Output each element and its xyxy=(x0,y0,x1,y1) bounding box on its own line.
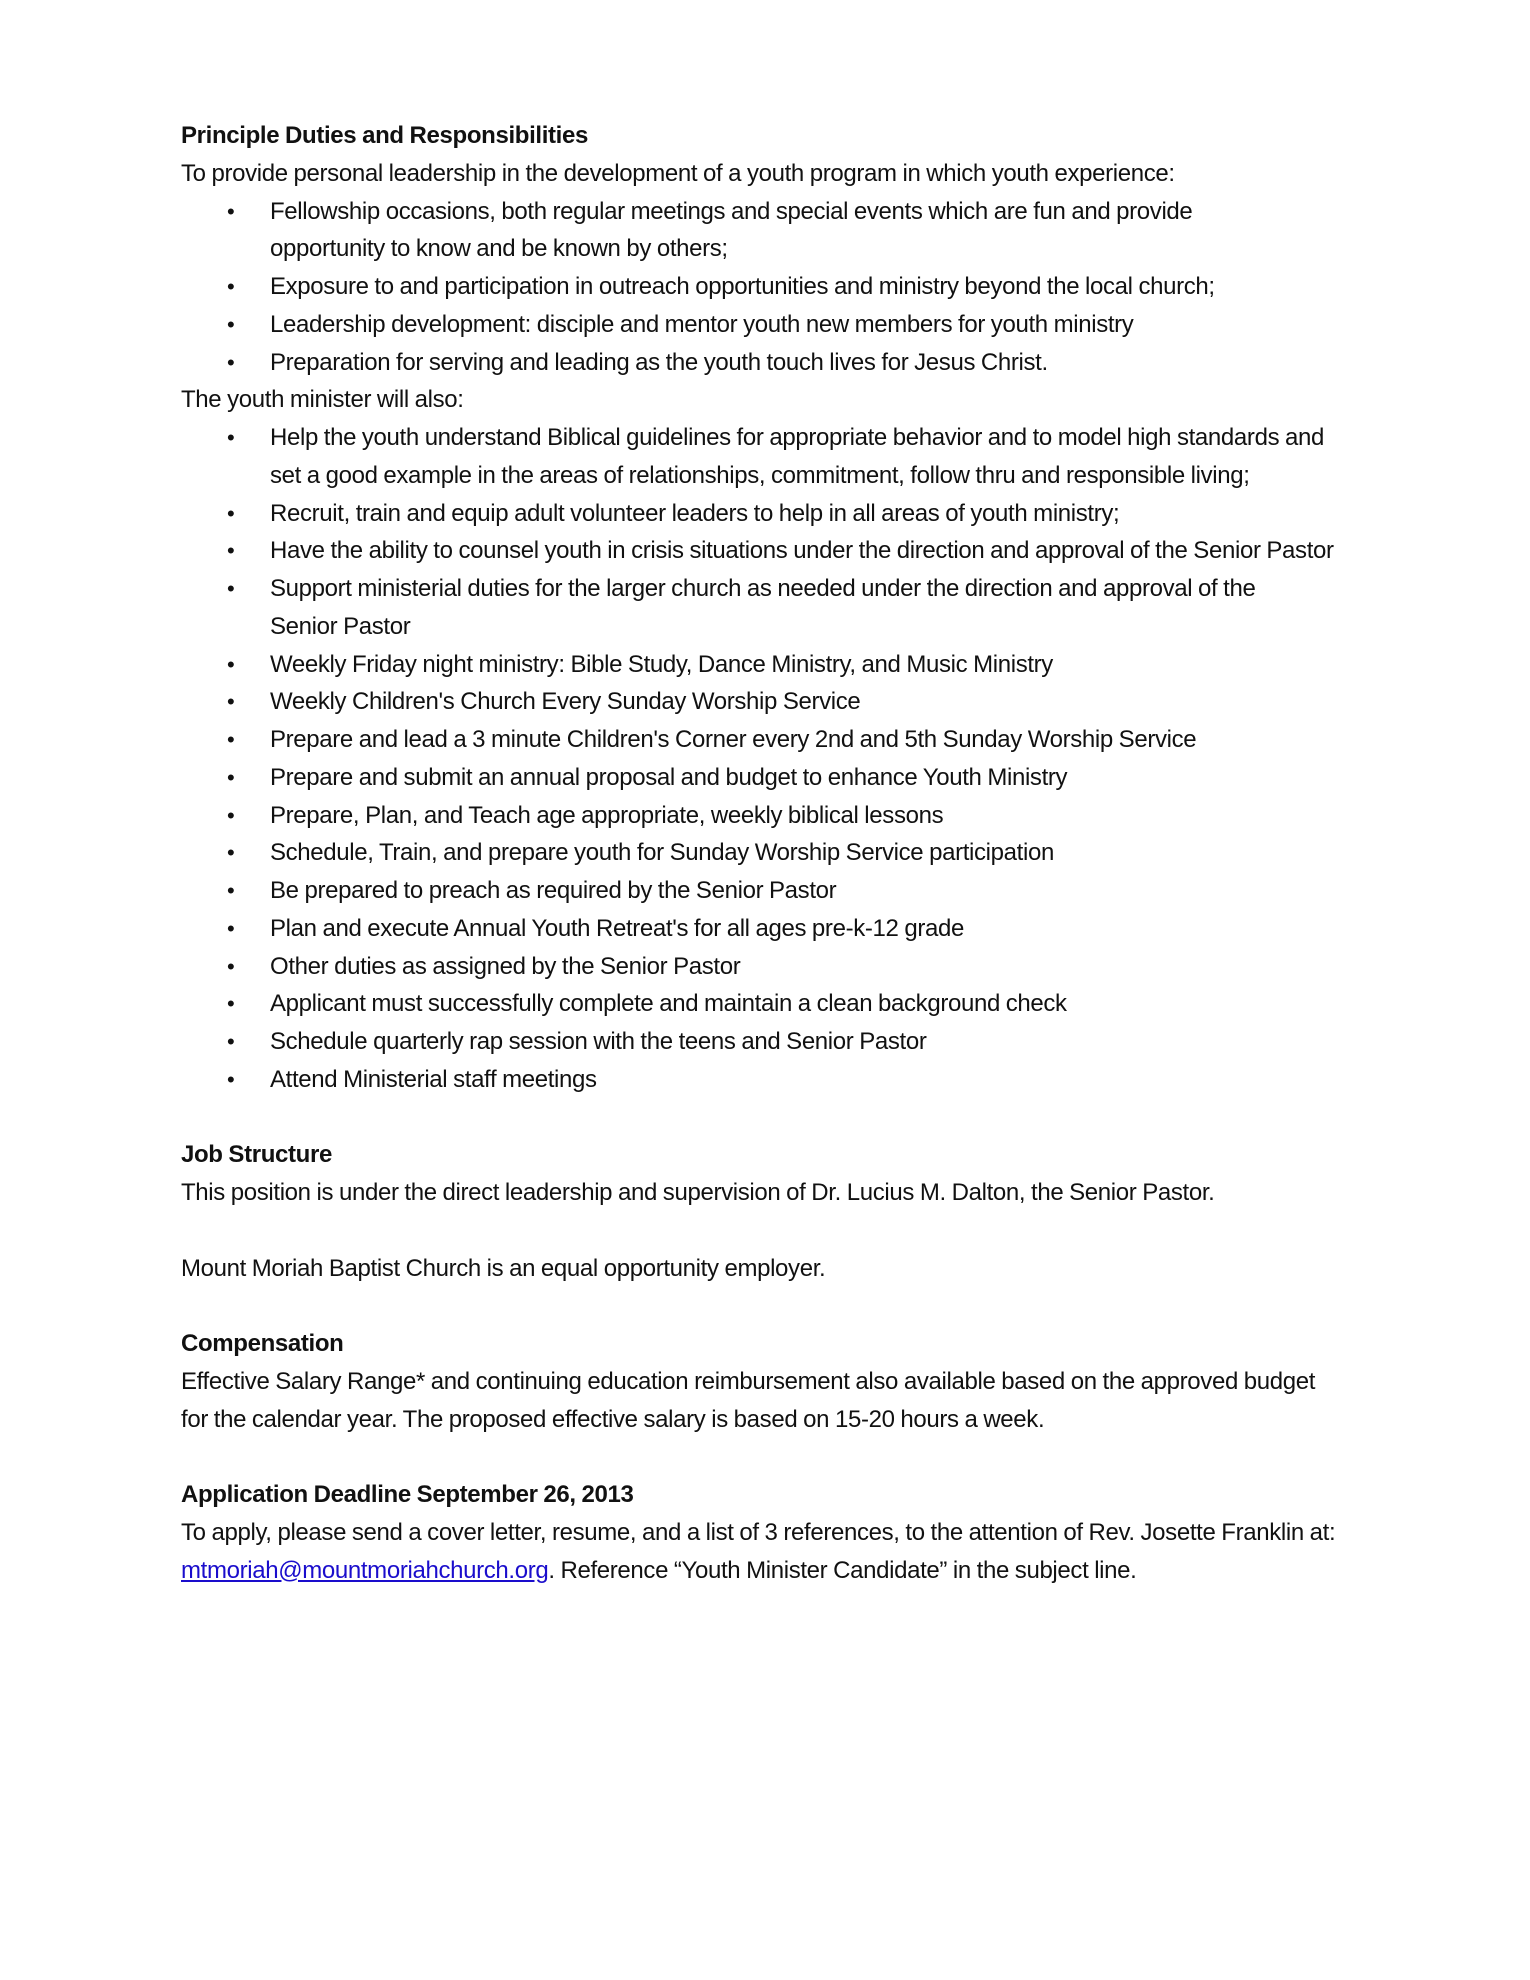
section-duties xyxy=(181,117,1361,1099)
application-text-before: To apply, please send a cover letter, resume, and a list of 3 references, to the attention of Rev. Josette Franklin at: xyxy=(181,1518,1336,1546)
job-structure-body: This position is under the direct leadership and supervision of Dr. Lucius M. Dalton, the Senior Pastor. xyxy=(181,1179,1215,1206)
list-item-text: Prepare, Plan, and Teach age appropriate, weekly biblical lessons xyxy=(270,801,944,829)
bullet-icon: • xyxy=(227,915,235,941)
list-item xyxy=(181,570,1320,646)
list-item xyxy=(181,1061,1351,1099)
list-item xyxy=(181,306,1331,344)
compensation-heading: Compensation xyxy=(181,1330,344,1357)
duties-heading: Principle Duties and Responsibilities xyxy=(181,122,588,149)
bullet-icon: • xyxy=(227,953,235,979)
also-intro: The youth minister will also: xyxy=(181,386,464,414)
bullet-icon: • xyxy=(227,764,235,790)
bullet-icon: • xyxy=(227,425,235,450)
list-item-text: Prepare and lead a 3 minute Children's Corner every 2nd and 5th Sunday Worship Service xyxy=(270,726,1197,753)
bullet-icon: • xyxy=(227,689,235,715)
bullet-icon: • xyxy=(227,991,235,1017)
spacer xyxy=(181,1287,1361,1325)
bullet-icon: • xyxy=(227,840,235,866)
bullet-icon: • xyxy=(227,538,235,564)
list-item-text: Exposure to and participation in outreach opportunities and ministry beyond the local church; xyxy=(270,273,1215,300)
section-job-structure xyxy=(181,1136,1361,1287)
list-item xyxy=(181,721,1320,759)
list-item xyxy=(181,344,1331,382)
spacer xyxy=(181,1212,1361,1250)
list-item-text: Schedule, Train, and prepare youth for Sunday Worship Service participation xyxy=(270,839,1054,867)
bullet-icon: • xyxy=(227,349,235,375)
bullet-icon: • xyxy=(227,1029,235,1054)
bullet-icon: • xyxy=(227,802,235,828)
list-item xyxy=(181,834,1351,872)
spacer xyxy=(181,1099,1361,1137)
list-item-text: Weekly Friday night ministry: Bible Study, Dance Ministry, and Music Ministry xyxy=(270,650,1053,678)
list-item-text: Leadership development: disciple and mentor youth new members for youth ministry xyxy=(270,310,1134,338)
list-item xyxy=(181,419,1340,495)
email-link[interactable]: mtmoriah@mountmoriahchurch.org xyxy=(181,1556,549,1584)
eeo-statement: Mount Moriah Baptist Church is an equal opportunity employer. xyxy=(181,1254,826,1282)
list-item-text: Plan and execute Annual Youth Retreat's for all ages pre-k-12 grade xyxy=(270,914,964,942)
bullet-icon: • xyxy=(227,274,235,299)
bullet-icon: • xyxy=(227,1066,235,1092)
list-item-text: Schedule quarterly rap session with the teens and Senior Pastor xyxy=(270,1028,927,1055)
list-item xyxy=(181,759,1351,797)
list-item-text: Be prepared to preach as required by the Senior Pastor xyxy=(270,877,837,904)
list-item-text: Applicant must successfully complete and maintain a clean background check xyxy=(270,990,1067,1018)
bullet-icon: • xyxy=(227,500,235,526)
section-application xyxy=(181,1476,1361,1589)
list-item-text: Help the youth understand Biblical guidelines for appropriate behavior and to model high standards and set a good example in the areas of relationships, commitment, follow thru and responsible living; xyxy=(270,424,1325,489)
list-item-text: Fellowship occasions, both regular meetings and special events which are fun and provide opportunity to know and be known by others; xyxy=(270,197,1193,263)
list-item xyxy=(181,495,1351,533)
list-item xyxy=(181,797,1351,835)
document-page xyxy=(181,117,1361,1589)
application-text-after: . Reference “Youth Minister Candidate” in the subject line. xyxy=(548,1556,1137,1584)
bullet-icon: • xyxy=(227,311,235,337)
list-item xyxy=(181,872,1351,910)
list-item-text: Prepare and submit an annual proposal and budget to enhance Youth Ministry xyxy=(270,763,1068,791)
list-item xyxy=(181,646,1351,684)
list-item xyxy=(181,1023,1351,1061)
list-item xyxy=(181,683,1351,721)
bullet-icon: • xyxy=(227,878,235,903)
list-item xyxy=(181,985,1351,1023)
duties-intro: To provide personal leadership in the development of a youth program in which youth experience: xyxy=(181,159,1175,187)
list-item xyxy=(181,948,1351,986)
list-item xyxy=(181,268,1340,306)
list-item xyxy=(181,193,1280,269)
list-item-text: Have the ability to counsel youth in crisis situations under the direction and approval of the Senior Pastor xyxy=(270,537,1334,565)
experience-list xyxy=(181,193,1331,382)
list-item-text: Preparation for serving and leading as the youth touch lives for Jesus Christ. xyxy=(270,348,1048,376)
list-item-text: Support ministerial duties for the larger church as needed under the direction and approval of the Senior Pastor xyxy=(270,575,1256,640)
application-body xyxy=(181,1514,1351,1590)
job-structure-heading: Job Structure xyxy=(181,1141,332,1169)
list-item xyxy=(181,532,1351,570)
list-item-text: Recruit, train and equip adult volunteer leaders to help in all areas of youth ministry; xyxy=(270,499,1120,527)
list-item-text: Other duties as assigned by the Senior Pastor xyxy=(270,952,741,980)
section-compensation xyxy=(181,1325,1361,1438)
application-heading: Application Deadline September 26, 2013 xyxy=(181,1481,634,1508)
spacer xyxy=(181,1438,1361,1476)
list-item xyxy=(181,910,1351,948)
bullet-icon: • xyxy=(227,198,235,224)
list-item-text: Weekly Children's Church Every Sunday Worship Service xyxy=(270,688,861,716)
compensation-body: Effective Salary Range* and continuing education reimbursement also available based on the approved budget for the calendar year. The proposed effective salary is based on 15-20 hours a week. xyxy=(181,1367,1316,1433)
bullet-icon: • xyxy=(227,576,235,601)
responsibilities-list xyxy=(181,419,1351,1099)
bullet-icon: • xyxy=(227,727,235,752)
bullet-icon: • xyxy=(227,651,235,677)
list-item-text: Attend Ministerial staff meetings xyxy=(270,1065,597,1093)
